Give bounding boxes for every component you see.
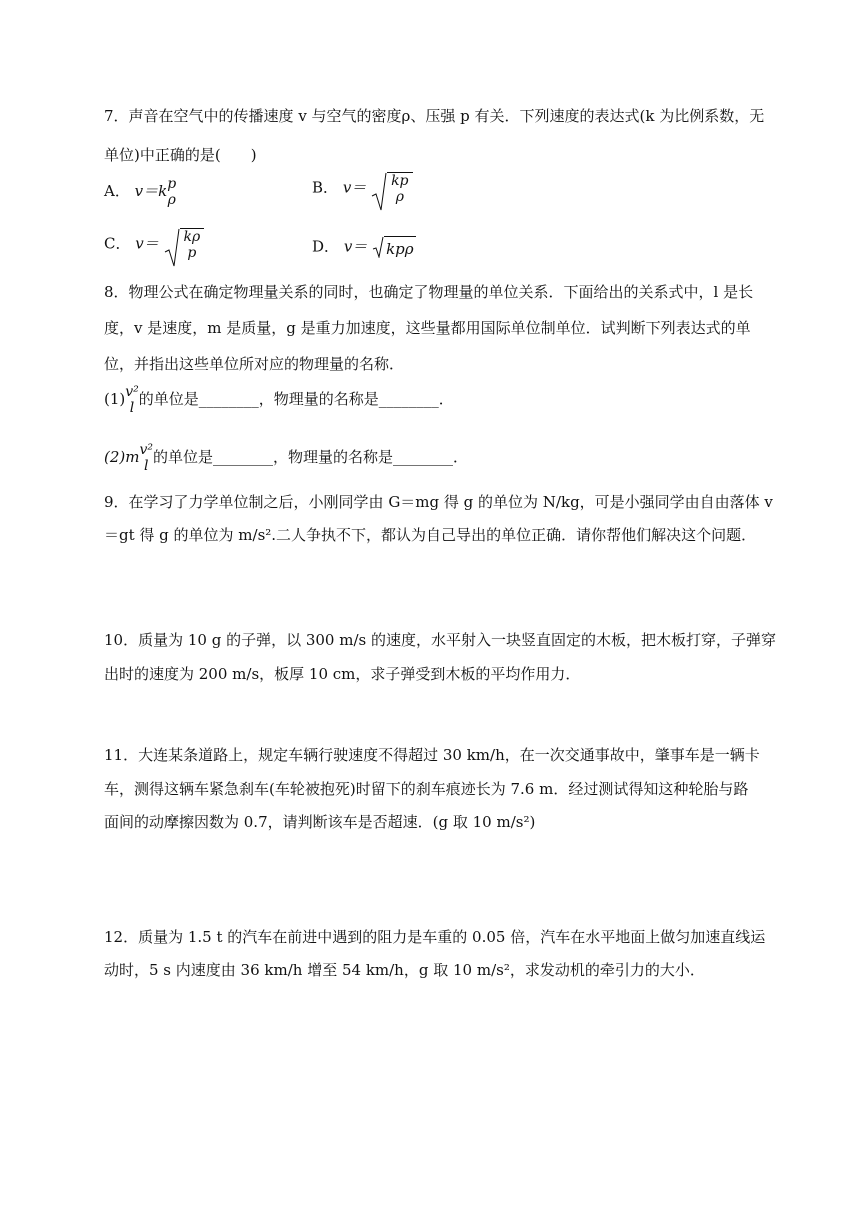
option-a-numerator: p [167, 176, 177, 192]
q11-line1: 11．大连某条道路上，规定车辆行驶速度不得超过 30 km/h，在一次交通事故中，肇事车是一辆卡 [104, 746, 760, 764]
option-d-lhs: v＝ [343, 237, 368, 256]
radical-sign-icon [164, 228, 180, 268]
option-b-label: B． [312, 178, 339, 197]
option-c-lhs: v＝ [135, 234, 159, 253]
q11-line3: 面间的动摩擦因数为 0.7，请判断该车是否超速．(g 取 10 m/s²) [104, 813, 536, 831]
option-b-denominator: ρ [395, 189, 404, 205]
radical-sign-icon [372, 236, 384, 258]
sub1-denominator: l [129, 400, 135, 416]
sub2-numerator: v² [139, 442, 154, 458]
option-a-denominator: ρ [167, 192, 176, 208]
q10-line2: 出时的速度为 200 m/s，板厚 10 cm，求子弹受到木板的平均作用力． [104, 665, 581, 683]
q8-sub1 [104, 384, 454, 416]
option-a-lhs: v＝k [134, 182, 168, 200]
q12-line2: 动时，5 s 内速度由 36 km/h 增至 54 km/h，g 取 10 m/s²，求发动机的牵引力的大小． [104, 961, 705, 979]
option-c-fraction [180, 228, 205, 261]
q8-line1: 8．物理公式在确定物理量关系的同时，也确定了物理量的单位关系．下面给出的关系式中，l 是长 [104, 283, 754, 301]
option-c-sqrt [164, 228, 205, 261]
option-a-fraction [167, 176, 176, 208]
option-c-denominator: p [187, 245, 197, 261]
option-b-fraction [387, 172, 412, 205]
sub1-numerator: v² [125, 384, 139, 400]
sub2-fraction [139, 442, 153, 474]
q7-option-d[interactable] [312, 236, 416, 259]
option-a-label: A． [104, 182, 130, 200]
q10-line1: 10．质量为 10 g 的子弹，以 300 m/s 的速度，水平射入一块竖直固定的木板，把木板打穿，子弹穿 [104, 631, 776, 649]
q11-line2: 车，测得这辆车紧急刹车(车轮被抱死)时留下的刹车痕迹长为 7.6 m．经过测试得知这种轮胎与路 [104, 780, 749, 798]
option-c-numerator: kρ [183, 229, 201, 245]
q8-line3: 位，并指出这些单位所对应的物理量的名称． [104, 355, 405, 373]
q12-line1: 12．质量为 1.5 t 的汽车在前进中遇到的阻力是车重的 0.05 倍，汽车在水平地面上做匀加速直线运 [104, 928, 766, 946]
q7-line2: 单位)中正确的是( ) [104, 146, 257, 164]
q8-line2: 度，v 是速度，m 是质量，g 是重力加速度，这些量都用国际单位制单位．试判断下列表达式的单 [104, 319, 751, 337]
option-d-label: D． [312, 237, 340, 256]
option-d-sqrt [372, 236, 416, 259]
sub2-denominator: l [144, 458, 149, 474]
sub1-text: 的单位是________，物理量的名称是________． [138, 390, 454, 408]
q7-option-a[interactable] [104, 176, 176, 208]
sub1-prefix: (1) [104, 390, 126, 408]
sub1-fraction [125, 384, 139, 416]
option-b-lhs: v＝ [342, 178, 367, 197]
sub2-prefix: (2)m [104, 448, 140, 466]
option-b-numerator: kp [391, 173, 409, 189]
option-b-sqrt [371, 172, 412, 205]
q9-line1: 9．在学习了力学单位制之后，小刚同学由 G＝mg 得 g 的单位为 N/kg，可是小强同学由自由落体 v [104, 493, 773, 511]
q7-option-b[interactable] [312, 172, 413, 205]
q9-line2: ＝gt 得 g 的单位为 m/s².二人争执不下，都认为自己导出的单位正确．请你帮他们解决这个问题． [104, 526, 757, 544]
q7-option-c[interactable] [104, 228, 204, 261]
radical-sign-icon [371, 172, 387, 212]
q7-line1: 7．声音在空气中的传播速度 v 与空气的密度ρ、压强 p 有关．下列速度的表达式(k 为比例系数，无 [104, 107, 765, 125]
option-d-radicand: kpρ [384, 236, 416, 259]
option-c-label: C． [104, 234, 131, 253]
q8-sub2 [104, 442, 468, 474]
sub2-text: 的单位是________，物理量的名称是________． [153, 448, 469, 466]
